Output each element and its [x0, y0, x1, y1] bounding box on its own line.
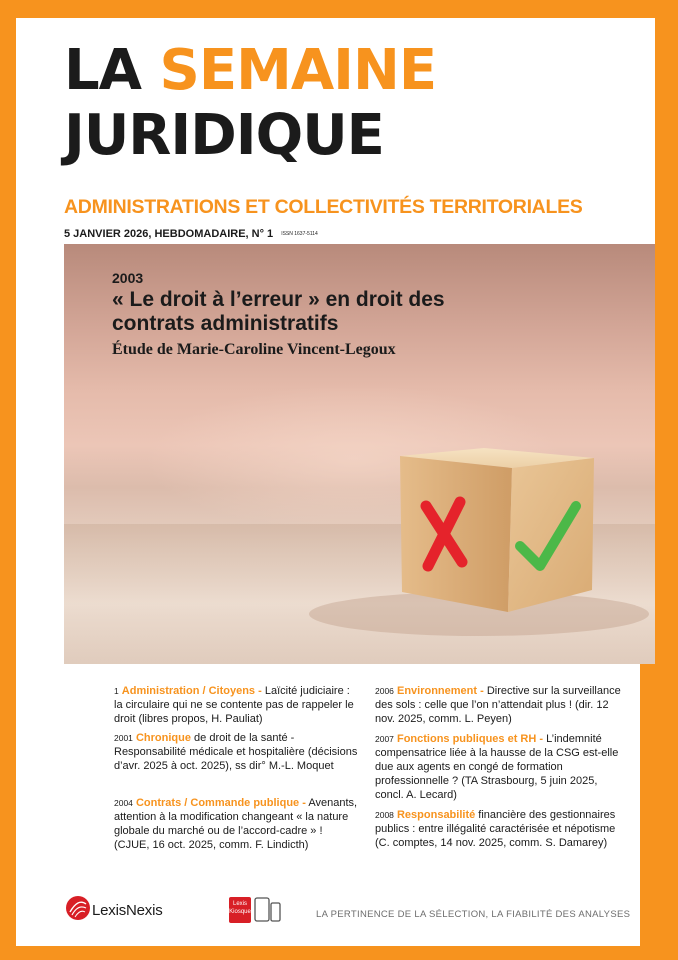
toc-category: Contrats / Commande publique - — [135, 797, 306, 809]
toc-category: Responsabilité — [396, 809, 476, 821]
cover-article-number: 2003 — [112, 270, 144, 286]
toc-item — [114, 796, 360, 852]
lexisnexis-wordmark: LexisNexis — [92, 902, 163, 919]
toc-text: financière des gestionnaires publics : entre illégalité caractérisée et népotisme (C. comptes, 14 nov. 2025, comm. S. Damarey) — [375, 809, 616, 849]
toc-item — [375, 732, 625, 802]
toc-category: Fonctions publiques et RH - — [396, 733, 544, 745]
cover-article-title: « Le droit à l’erreur » en droit des contrats administratifs — [112, 288, 445, 335]
toc-item — [375, 808, 625, 850]
orange-frame-top — [0, 0, 678, 18]
toc-text: L’indemnité compensatrice liée à la hausse de la CSG est-elle due aux agents en congé de formation professionnelle ? (TA Strasbourg, 5 juin 2025, concl. A. Lecard) — [375, 733, 619, 801]
kiosque-line2: Kiosque — [229, 909, 251, 915]
lexisnexis-logo-icon — [64, 894, 92, 922]
toc-category: Environnement - — [396, 685, 484, 697]
toc-separator: - — [255, 685, 265, 697]
toc-category: Administration / Citoyens — [121, 685, 256, 697]
toc-number: 1 — [114, 686, 119, 696]
toc-number: 2006 — [375, 686, 394, 696]
toc-text: de droit de la santé - Responsabilité médicale et hospitalière (décisions d’avr. 2025 à oct. 2025), ss dir° M.-L. Moquet — [114, 732, 358, 772]
issue-date: 5 JANVIER 2026, HEBDOMADAIRE, N° 1 — [64, 228, 274, 240]
edition-subtitle: ADMINISTRATIONS ET COLLECTIVITÉS TERRITORIALES — [64, 196, 583, 218]
issn: ISSN 1637-5114 — [281, 231, 318, 238]
masthead-la: LA — [64, 38, 160, 103]
toc-category: Chronique — [135, 732, 191, 744]
toc-text: Avenants, attention à la modification changeant « la nature globale du marché ou de l’accord-cadre » ! (CJUE, 16 oct. 2025, comm. F. Lindicth) — [114, 797, 358, 851]
dateline — [64, 228, 318, 240]
toc-number: 2008 — [375, 810, 394, 820]
kiosque-line1: Lexis — [232, 901, 247, 907]
toc-text: Directive sur la surveillance des sols : celle que l’on n’attendait plus ! (dir. 12 nov. 2025, comm. L. Peyen) — [375, 685, 621, 725]
masthead-title-line2: JURIDIQUE — [64, 103, 384, 168]
toc-number: 2007 — [375, 734, 394, 744]
cover-article-author: Étude de Marie-Caroline Vincent-Legoux — [112, 341, 396, 358]
toc-number: 2001 — [114, 733, 133, 743]
toc-item — [114, 684, 360, 726]
toc-item — [375, 684, 625, 726]
orange-frame-bottom — [0, 946, 678, 960]
toc-number: 2004 — [114, 798, 133, 808]
toc-item — [114, 731, 360, 773]
footer-slogan: LA PERTINENCE DE LA SÉLECTION, LA FIABILITÉ DES ANALYSES — [316, 909, 631, 920]
devices-icon — [254, 897, 282, 923]
lexis-kiosque-logo — [229, 897, 251, 923]
masthead-semaine: SEMAINE — [159, 38, 437, 103]
masthead-title-line1 — [64, 38, 437, 103]
orange-frame-left — [0, 0, 16, 960]
toc-text: Laïcité judiciaire : la circulaire qui ne se contente pas de rappeler le droit (libres propos, H. Pauliat) — [114, 685, 354, 725]
